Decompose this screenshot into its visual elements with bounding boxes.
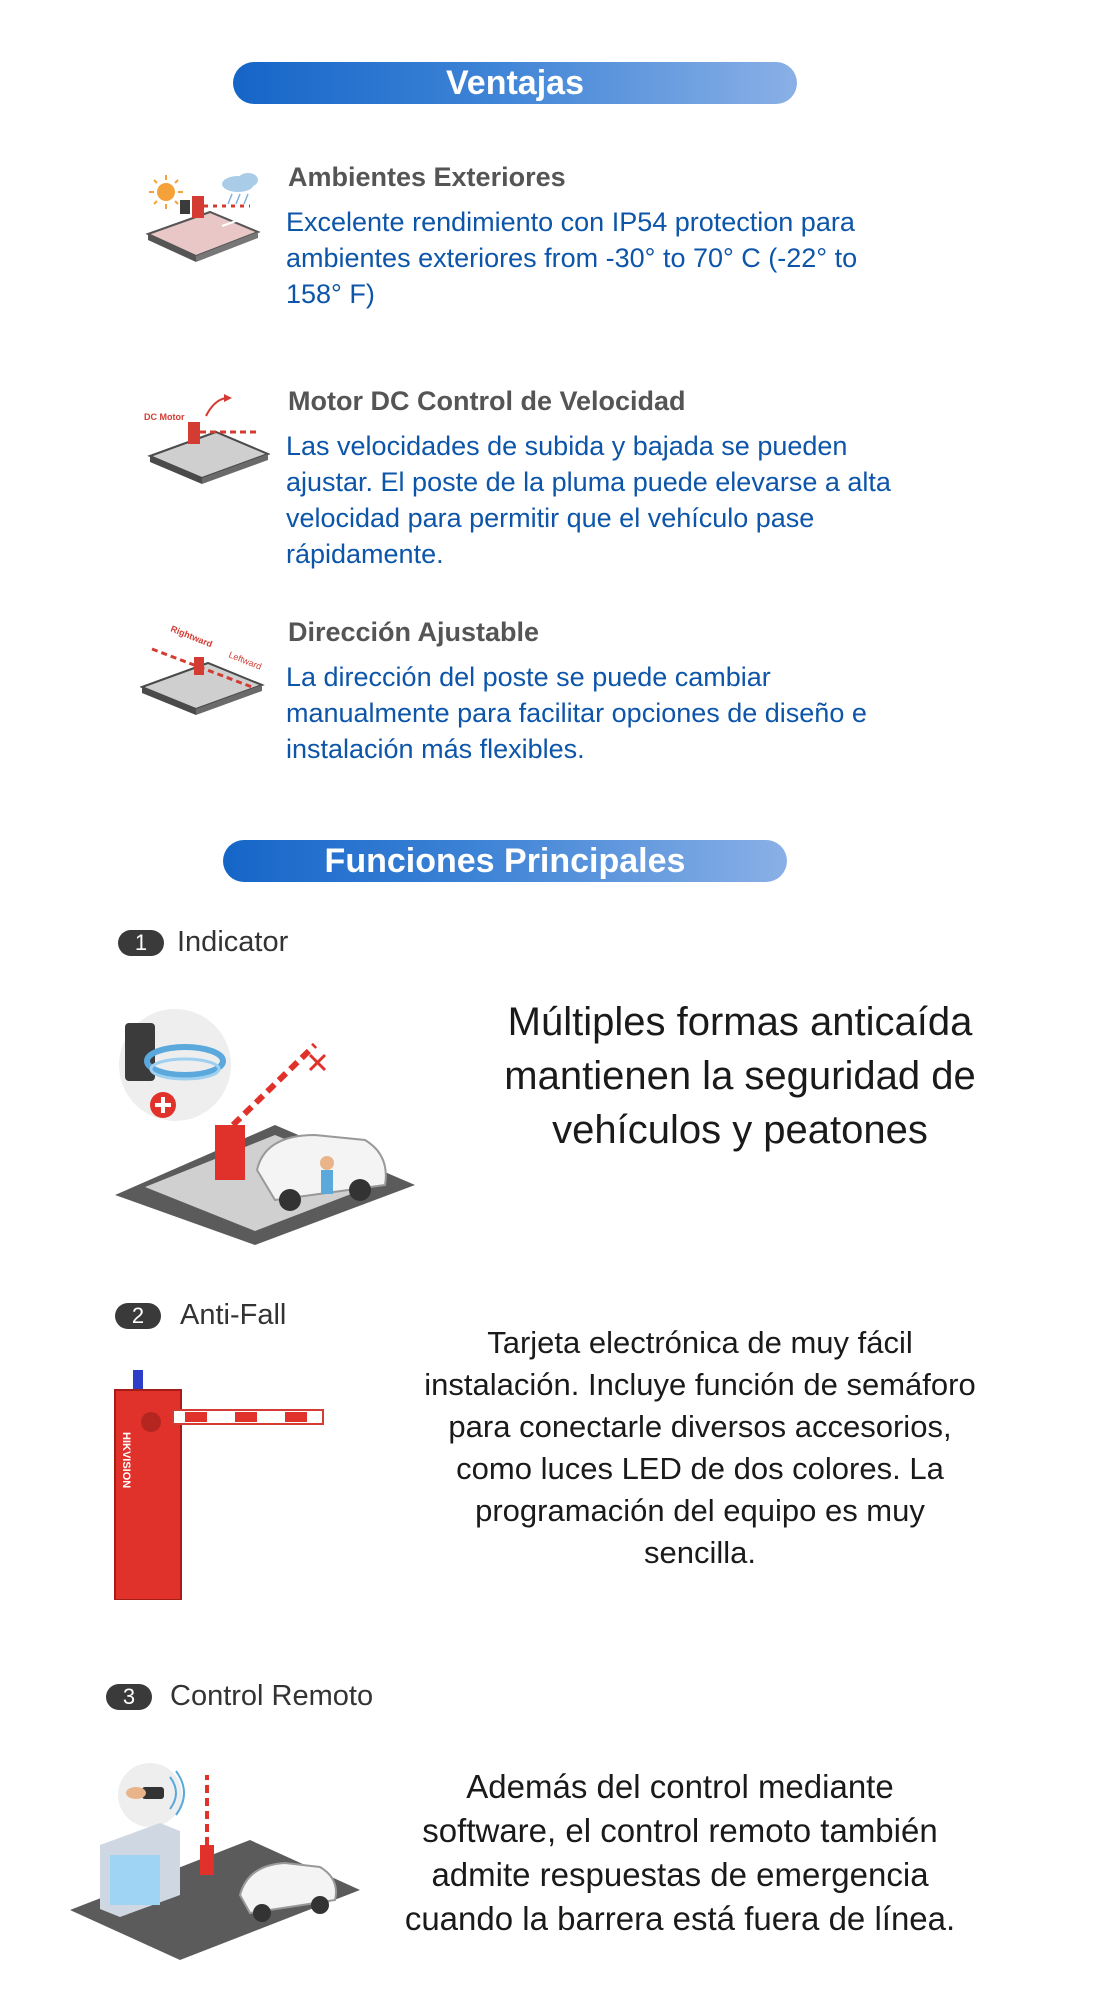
advantage-outdoor: [140, 162, 900, 322]
barrier-gate-illustration: [105, 1370, 330, 1600]
funciones-heading: Funciones Principales: [223, 840, 787, 882]
function-number-badge: 1: [118, 930, 164, 956]
function-number-badge: 2: [115, 1303, 161, 1329]
function-description: Múltiples formas anticaída mantienen la seguridad de vehículos y peatones: [504, 1000, 976, 1152]
advantage-title: Motor DC Control de Velocidad: [288, 386, 686, 416]
outdoor-barrier-icon: [140, 162, 270, 272]
anti-fall-barrier-illustration: [115, 995, 420, 1245]
advantage-title: Ambientes Exteriores: [288, 162, 566, 192]
dc-motor-icon: [140, 386, 270, 496]
rightward-caption: Rightward: [169, 623, 214, 650]
advantage-description: Las velocidades de subida y bajada se pueden ajustar. El poste de la pluma puede elevarse a alta velocidad para permitir que el vehículo pase rápidamente.: [286, 431, 891, 569]
function-number-badge: 3: [106, 1684, 152, 1710]
advantage-dc-motor: [140, 386, 900, 576]
function-label: Anti-Fall: [180, 1299, 287, 1331]
ventajas-heading: Ventajas: [233, 62, 797, 104]
function-description: Además del control mediante software, el control remoto también admite respuestas de emergencia cuando la barrera está fuera de línea.: [404, 1768, 956, 1937]
advantage-title: Dirección Ajustable: [288, 617, 540, 647]
remote-control-illustration: [70, 1755, 360, 1965]
function-label: Indicator: [177, 926, 289, 958]
function-description: Tarjeta electrónica de muy fácil instalación. Incluye función de semáforo para conectarle diversos accesorios, como luces LED de dos colores. La programación del equipo es muy sencilla.: [424, 1325, 976, 1570]
advantage-description: La dirección del poste se puede cambiar manualmente para facilitar opciones de diseño e instalación más flexibles.: [286, 662, 867, 764]
advantage-description: Excelente rendimiento con IP54 protection para ambientes exteriores from -30° to 70° C (-22° to 158° F): [286, 207, 858, 309]
brand-logo: HIKVISION: [120, 1432, 132, 1489]
leftward-caption: Leftward: [227, 649, 264, 672]
direction-icon: [140, 617, 270, 727]
function-label: Control Remoto: [170, 1680, 374, 1712]
dc-motor-caption: DC Motor: [144, 412, 185, 422]
advantage-direction: [140, 617, 900, 777]
